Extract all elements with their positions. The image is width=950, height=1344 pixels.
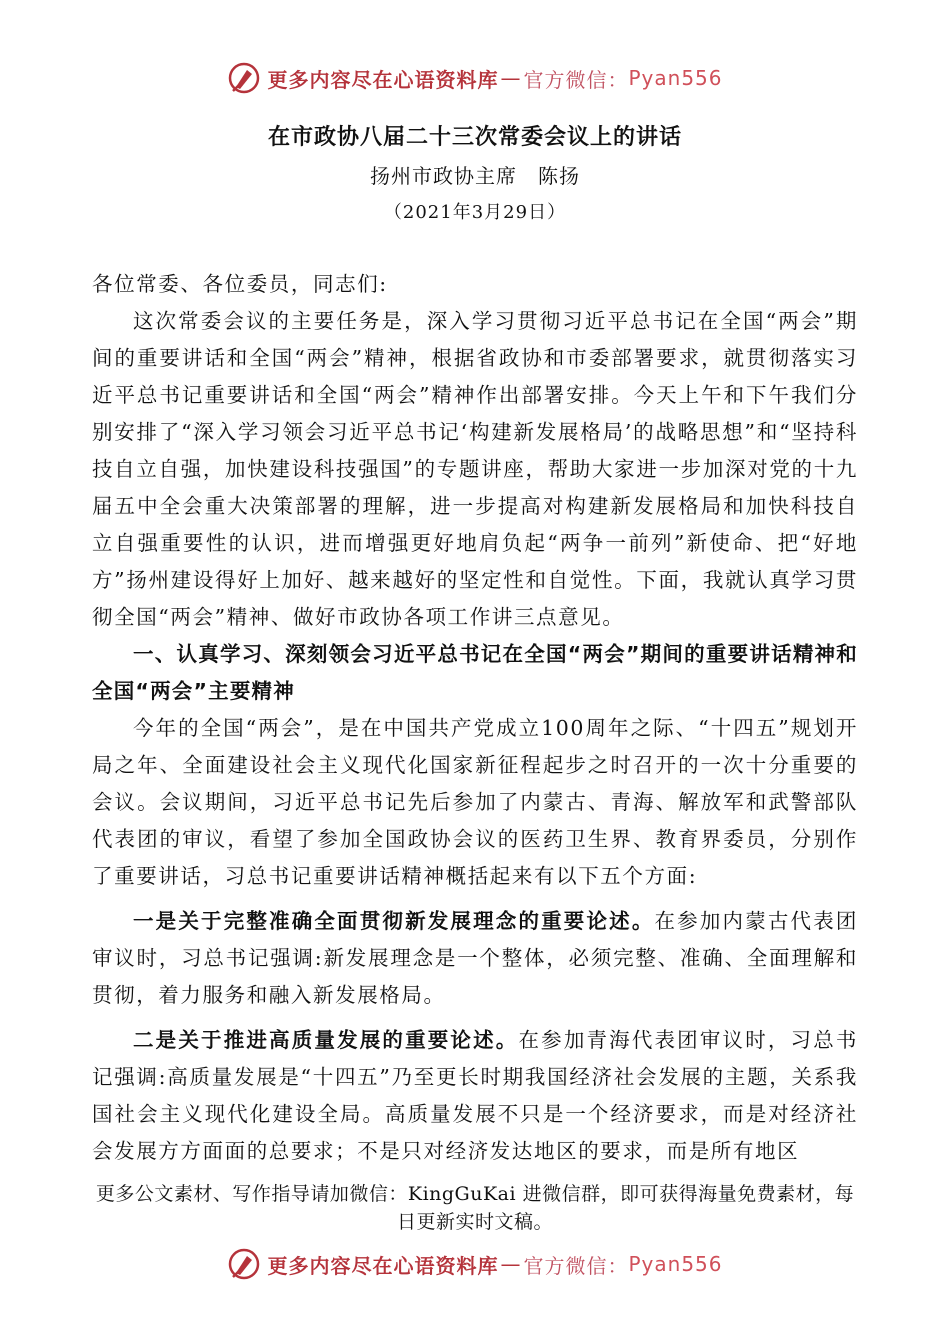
footer-note: 更多公文素材、写作指导请加微信：KingGuKai 进微信群，即可获得海量免费素材，每日更新实时文稿。 — [95, 1183, 855, 1233]
document-body — [92, 266, 858, 1170]
watermark-banner-bottom — [0, 1244, 950, 1284]
point-1-lead: 一是关于完整准确全面贯彻新发展理念的重要论述。 — [133, 909, 655, 933]
pen-nib-logo-icon — [227, 61, 261, 95]
point-2-lead: 二是关于推进高质量发展的重要论述。 — [133, 1028, 519, 1052]
watermark-wechat-label: 官方微信： — [523, 67, 629, 92]
point-1-paragraph — [92, 903, 858, 1014]
watermark-separator: — — [500, 66, 522, 90]
point-1-text: 在参加内蒙古代表团审议时，习总书记强调:新发展理念是一个整体，必须完整、准确、全面理解和贯彻，着力服务和融入新发展格局。 — [92, 909, 858, 1007]
watermark-wechat-id: Pyan556 — [628, 1252, 723, 1276]
section-1-heading: 一、认真学习、深刻领会习近平总书记在全国“两会”期间的重要讲话精神和全国“两会”主要精神 — [92, 642, 858, 703]
watermark-main-text: 更多内容尽在心语资料库 — [267, 1253, 499, 1278]
watermark-wechat-id: Pyan556 — [628, 66, 723, 90]
point-2-text: 在参加青海代表团审议时，习总书记强调:高质量发展是“十四五”乃至更长时期我国经济社会发展的主题，关系我国社会主义现代化建设全局。高质量发展不只是一个经济要求，而是对经济社会发展方方面面的总要求；不是只对经济发达地区的要求，而是所有地区 — [92, 1028, 859, 1163]
watermark-banner-top — [0, 58, 950, 98]
point-2-paragraph — [92, 1022, 858, 1170]
pen-nib-logo-icon — [227, 1247, 261, 1281]
salutation: 各位常委、各位委员，同志们: — [92, 272, 388, 296]
document-date: （2021年3月29日） — [383, 202, 567, 223]
document-title: 在市政协八届二十三次常委会议上的讲话 — [267, 124, 682, 150]
section-1-paragraph: 今年的全国“两会”，是在中国共产党成立100周年之际、“十四五”规划开局之年、全面建设社会主义现代化国家新征程起步之时召开的一次十分重要的会议。会议期间，习近平总书记先后参加了内蒙古、青海、解放军和武警部队代表团的审议，看望了参加全国政协会议的医药卫生界、教育界委员，分别作了重要讲话，习总书记重要讲话精神概括起来有以下五个方面: — [92, 716, 858, 888]
document-speaker: 扬州市政协主席 陈扬 — [370, 164, 580, 188]
watermark-main-text: 更多内容尽在心语资料库 — [267, 67, 499, 92]
watermark-wechat-label: 官方微信： — [523, 1253, 629, 1278]
watermark-separator: — — [500, 1252, 522, 1276]
intro-paragraph: 这次常委会议的主要任务是，深入学习贯彻习近平总书记在全国“两会”期间的重要讲话和全国“两会”精神，根据省政协和市委部署要求，就贯彻落实习近平总书记重要讲话和全国“两会”精神作出部署安排。今天上午和下午我们分别安排了“深入学习领会习近平总书记‘构建新发展格局’的战略思想”和“坚持科技自立自强，加快建设科技强国”的专题讲座，帮助大家进一步加深对党的十九届五中全会重大决策部署的理解，进一步提高对构建新发展格局和加快科技自立自强重要性的认识，进而增强更好地肩负起“两争一前列”新使命、把“好地方”扬州建设得好上加好、越来越好的坚定性和自觉性。下面，我就认真学习贯彻全国“两会”精神、做好市政协各项工作讲三点意见。 — [92, 309, 858, 629]
